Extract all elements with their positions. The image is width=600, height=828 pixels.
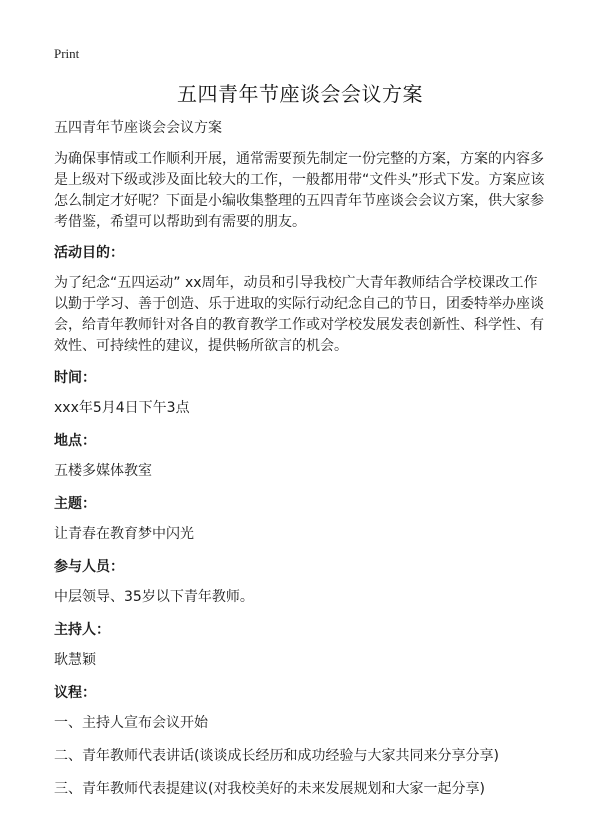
theme-text: 让青春在教育梦中闪光: [54, 526, 194, 542]
intro-paragraph: 为确保事情或工作顺利开展，通常需要预先制定一份完整的方案，方案的内容多是上级对下级或涉及面比较大的工作，一般都用带“文件头”形式下发。方案应该怎么制定才好呢？下面是小编收集整理的五四青年节座谈会会议方案，供大家参考借鉴，希望可以帮助到有需要的朋友。: [54, 151, 545, 230]
theme-heading: 主题：: [54, 496, 96, 512]
participants-heading: 参与人员：: [54, 559, 124, 575]
print-link[interactable]: Print: [54, 46, 80, 61]
host-text: 耿慧颖: [54, 652, 96, 668]
agenda-item: 二、青年教师代表讲话(谈谈成长经历和成功经验与大家共同来分享分享): [54, 748, 499, 764]
document-title: 五四青年节座谈会会议方案: [177, 82, 423, 106]
document-body: [54, 118, 550, 812]
agenda-item: 一、主持人宣布会议开始: [54, 715, 208, 731]
time-text: xxx年5月4日下午3点: [54, 400, 190, 416]
purpose-heading: 活动目的：: [54, 245, 124, 261]
place-heading: 地点：: [54, 433, 96, 449]
place-text: 五楼多媒体教室: [54, 463, 152, 479]
purpose-text: 为了纪念“五四运动” xx周年，动员和引导我校广大青年教师结合学校课改工作以勤于学习、善于创造、乐于进取的实际行动纪念自己的节日，团委特举办座谈会，给青年教师针对各自的教育教学工作或对学校发展发表创新性、科学性、有效性、可持续性的建议，提供畅所欲言的机会。: [54, 275, 544, 354]
time-heading: 时间：: [54, 370, 96, 386]
agenda-item: 三、青年教师代表提建议(对我校美好的未来发展规划和大家一起分享): [54, 781, 485, 797]
document-subtitle: 五四青年节座谈会会议方案: [54, 120, 222, 136]
participants-text: 中层领导、35岁以下青年教师。: [54, 589, 254, 605]
agenda-heading: 议程：: [54, 685, 96, 701]
host-heading: 主持人：: [54, 622, 110, 638]
